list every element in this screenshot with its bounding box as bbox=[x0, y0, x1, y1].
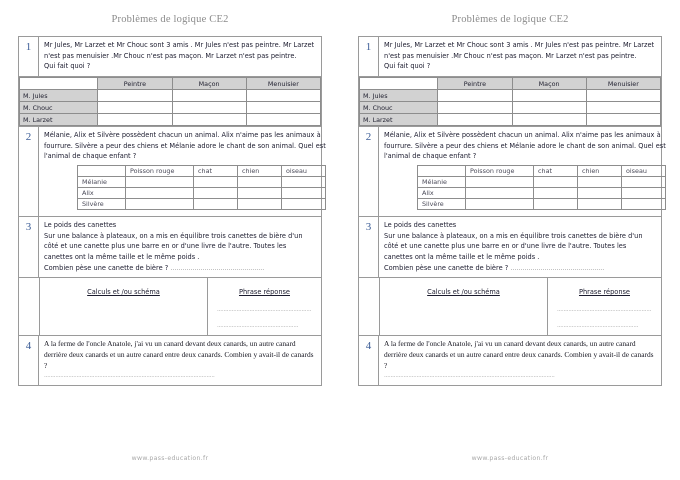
exercise-1-table-row bbox=[359, 77, 661, 127]
exercise-frame bbox=[358, 36, 666, 386]
answer-cell[interactable] bbox=[466, 199, 534, 210]
exercise-2-body bbox=[39, 127, 331, 216]
work-band bbox=[19, 278, 321, 336]
exercise-3-heading: Le poids des canettes bbox=[384, 221, 457, 230]
exercise-1-statement: Mr Jules, Mr Larzet et Mr Chouc sont 3 amis . Mr Jules n'est pas peintre. Mr Larzet n'est pas menuisier .Mr Chouc n'est pas maçon. Mr Larzet n'est pas peintre. bbox=[384, 41, 655, 60]
answer-cell[interactable] bbox=[438, 114, 512, 126]
exercise-3 bbox=[359, 217, 661, 278]
table-row bbox=[20, 90, 321, 102]
table-corner-cell bbox=[418, 166, 466, 177]
exercise-1-body bbox=[39, 37, 321, 76]
exercise-2-body bbox=[379, 127, 671, 216]
exercise-4 bbox=[19, 336, 321, 384]
exercise-2-table-wrap bbox=[384, 162, 666, 212]
work-band-columns bbox=[380, 278, 661, 335]
exercise-1-table[interactable] bbox=[19, 77, 321, 126]
answer-cell[interactable] bbox=[98, 102, 172, 114]
answer-cell[interactable] bbox=[512, 102, 586, 114]
answer-cell[interactable] bbox=[238, 188, 282, 199]
table-col-macon: Maçon bbox=[512, 78, 586, 90]
table-row bbox=[78, 199, 326, 210]
table-row-jules: M. Jules bbox=[20, 90, 98, 102]
answer-cell[interactable] bbox=[246, 102, 320, 114]
answer-cell[interactable] bbox=[126, 177, 194, 188]
table-corner-cell bbox=[78, 166, 126, 177]
exercise-number-2: 2 bbox=[19, 127, 39, 216]
exercise-1 bbox=[19, 37, 321, 77]
table-row bbox=[360, 90, 661, 102]
page-title: Problèmes de logique CE2 bbox=[451, 14, 569, 25]
answer-cell[interactable] bbox=[246, 114, 320, 126]
phrase-reponse-line-2[interactable]: .................................................. bbox=[557, 321, 639, 329]
table-row bbox=[78, 188, 326, 199]
table-col-poisson-rouge: Poisson rouge bbox=[466, 166, 534, 177]
table-row-larzet: M. Larzet bbox=[20, 114, 98, 126]
phrase-reponse-area[interactable] bbox=[208, 278, 321, 335]
table-col-oiseau: oiseau bbox=[622, 166, 666, 177]
table-col-chat: chat bbox=[194, 166, 238, 177]
answer-cell[interactable] bbox=[512, 114, 586, 126]
exercise-3-answer-dots[interactable]: ............................................... bbox=[170, 263, 265, 272]
answer-cell[interactable] bbox=[586, 102, 660, 114]
exercise-number-3: 3 bbox=[19, 217, 39, 277]
exercise-number-1: 1 bbox=[19, 37, 39, 76]
phrase-reponse-lines bbox=[548, 299, 661, 330]
answer-cell[interactable] bbox=[126, 199, 194, 210]
exercise-1-table[interactable] bbox=[359, 77, 661, 126]
exercise-2-table-wrap bbox=[44, 162, 326, 212]
table-row bbox=[360, 114, 661, 126]
answer-cell[interactable] bbox=[578, 177, 622, 188]
exercise-number-4: 4 bbox=[19, 336, 39, 384]
answer-cell[interactable] bbox=[466, 188, 534, 199]
table-row-alix: Alix bbox=[78, 188, 126, 199]
table-corner-cell bbox=[20, 78, 98, 90]
answer-cell[interactable] bbox=[586, 90, 660, 102]
exercise-4-statement: A la ferme de l'oncle Anatole, j'ai vu un canard devant deux canards, un autre canard derrière deux canards et un autre canard entre deux canards. Combien y avait-il de canards ? bbox=[384, 339, 654, 371]
table-header-row bbox=[20, 78, 321, 90]
table-col-chien: chien bbox=[238, 166, 282, 177]
work-band-gutter bbox=[359, 278, 380, 335]
work-band-gutter bbox=[19, 278, 40, 335]
exercise-3-question: Combien pèse une canette de bière ? bbox=[384, 263, 509, 272]
table-col-oiseau: oiseau bbox=[282, 166, 326, 177]
exercise-3-question: Combien pèse une canette de bière ? bbox=[44, 263, 169, 272]
table-corner-cell bbox=[360, 78, 438, 90]
exercise-4-answer-line[interactable]: ......................................................................................................... bbox=[44, 372, 215, 380]
table-col-poisson-rouge: Poisson rouge bbox=[126, 166, 194, 177]
phrase-reponse-label: Phrase réponse bbox=[578, 288, 630, 297]
worksheet-panel-right bbox=[340, 0, 680, 480]
exercise-1-body bbox=[379, 37, 661, 76]
exercise-3-statement: Sur une balance à plateaux, on a mis en équilibre trois canettes de bière d'un côté et une canette plus une barre en or d'une livre de l'autre. Toutes les canettes ont la même taille et le même poids . bbox=[44, 231, 303, 262]
table-col-peintre: Peintre bbox=[438, 78, 512, 90]
table-col-peintre: Peintre bbox=[98, 78, 172, 90]
phrase-reponse-line-1[interactable]: .......................................................... bbox=[557, 306, 652, 314]
table-header-row bbox=[78, 166, 326, 177]
table-row bbox=[360, 102, 661, 114]
table-col-chien: chien bbox=[578, 166, 622, 177]
calculs-label: Calculs et /ou schéma bbox=[427, 288, 500, 297]
phrase-reponse-label: Phrase réponse bbox=[238, 288, 290, 297]
exercise-3-statement: Sur une balance à plateaux, on a mis en équilibre trois canettes de bière d'un côté et une canette plus une barre en or d'une livre de l'autre. Toutes les canettes ont la même taille et le même poids . bbox=[384, 231, 643, 262]
exercise-1-question: Qui fait quoi ? bbox=[384, 62, 431, 71]
table-row-silvere: Silvère bbox=[78, 199, 126, 210]
answer-cell[interactable] bbox=[172, 102, 246, 114]
table-col-menuisier: Menuisier bbox=[586, 78, 660, 90]
page-title: Problèmes de logique CE2 bbox=[111, 14, 229, 25]
answer-cell[interactable] bbox=[438, 102, 512, 114]
answer-cell[interactable] bbox=[622, 177, 666, 188]
exercise-frame bbox=[18, 36, 326, 386]
phrase-reponse-area[interactable] bbox=[548, 278, 661, 335]
exercise-number-4: 4 bbox=[359, 336, 379, 384]
footer-url: www.pass-education.fr bbox=[471, 455, 549, 462]
exercise-4-body bbox=[379, 336, 661, 384]
exercise-2-table[interactable] bbox=[417, 165, 666, 210]
answer-cell[interactable] bbox=[512, 90, 586, 102]
table-row-melanie: Mélanie bbox=[418, 177, 466, 188]
table-row bbox=[20, 102, 321, 114]
table-col-chat: chat bbox=[534, 166, 578, 177]
exercise-3-body bbox=[379, 217, 661, 277]
exercise-2-statement: Mélanie, Alix et Silvère possèdent chacun un animal. Alix n'aime pas les animaux à fourrure. Silvère a peur des chiens et Mélanie adore le chant de son animal. Quel est l'animal de chaque enfant ? bbox=[384, 131, 666, 161]
exercise-3-heading: Le poids des canettes bbox=[44, 221, 117, 230]
exercise-2 bbox=[359, 127, 666, 217]
answer-cell[interactable] bbox=[194, 177, 238, 188]
table-col-macon: Maçon bbox=[172, 78, 246, 90]
answer-cell[interactable] bbox=[622, 199, 666, 210]
answer-cell[interactable] bbox=[282, 177, 326, 188]
exercise-number-2: 2 bbox=[359, 127, 379, 216]
exercise-2 bbox=[19, 127, 326, 217]
calculs-label: Calculs et /ou schéma bbox=[87, 288, 160, 297]
exercise-2-table[interactable] bbox=[77, 165, 326, 210]
answer-cell[interactable] bbox=[282, 199, 326, 210]
table-row-jules: M. Jules bbox=[360, 90, 438, 102]
exercise-1-statement: Mr Jules, Mr Larzet et Mr Chouc sont 3 amis . Mr Jules n'est pas peintre. Mr Larzet n'est pas menuisier .Mr Chouc n'est pas maçon. Mr Larzet n'est pas peintre. bbox=[44, 41, 315, 60]
work-band bbox=[359, 278, 661, 336]
work-band-columns bbox=[40, 278, 321, 335]
exercise-2-statement: Mélanie, Alix et Silvère possèdent chacun un animal. Alix n'aime pas les animaux à fourrure. Silvère a peur des chiens et Mélanie adore le chant de son animal. Quel est l'animal de chaque enfant ? bbox=[44, 131, 326, 161]
exercise-1 bbox=[359, 37, 661, 77]
answer-cell[interactable] bbox=[586, 114, 660, 126]
calculs-area[interactable] bbox=[40, 278, 208, 335]
exercise-3-question-line bbox=[384, 263, 656, 274]
answer-cell[interactable] bbox=[98, 90, 172, 102]
table-row bbox=[418, 177, 666, 188]
exercise-4-statement: A la ferme de l'oncle Anatole, j'ai vu un canard devant deux canards, un autre canard derrière deux canards et un autre canard entre deux canards. Combien y avait-il de canards ? bbox=[44, 339, 314, 371]
answer-cell[interactable] bbox=[534, 177, 578, 188]
exercise-3 bbox=[19, 217, 321, 278]
answer-cell[interactable] bbox=[172, 114, 246, 126]
answer-cell[interactable] bbox=[238, 177, 282, 188]
table-row bbox=[20, 114, 321, 126]
exercise-4 bbox=[359, 336, 661, 384]
answer-cell[interactable] bbox=[578, 199, 622, 210]
exercise-3-body bbox=[39, 217, 321, 277]
answer-cell[interactable] bbox=[238, 199, 282, 210]
exercise-4-answer-line[interactable]: ......................................................................................................... bbox=[384, 372, 555, 380]
calculs-area[interactable] bbox=[380, 278, 548, 335]
answer-cell[interactable] bbox=[98, 114, 172, 126]
table-row-silvere: Silvère bbox=[418, 199, 466, 210]
exercise-number-1: 1 bbox=[359, 37, 379, 76]
answer-cell[interactable] bbox=[578, 188, 622, 199]
table-row-alix: Alix bbox=[418, 188, 466, 199]
answer-cell[interactable] bbox=[172, 90, 246, 102]
answer-cell[interactable] bbox=[194, 199, 238, 210]
footer-url: www.pass-education.fr bbox=[131, 455, 209, 462]
table-row-larzet: M. Larzet bbox=[360, 114, 438, 126]
phrase-reponse-line-1[interactable]: .......................................................... bbox=[217, 306, 312, 314]
exercise-number-3: 3 bbox=[359, 217, 379, 277]
exercise-3-answer-dots[interactable]: ............................................... bbox=[510, 263, 605, 272]
table-row bbox=[78, 177, 326, 188]
answer-cell[interactable] bbox=[246, 90, 320, 102]
answer-cell[interactable] bbox=[466, 177, 534, 188]
answer-cell[interactable] bbox=[282, 188, 326, 199]
exercise-1-question: Qui fait quoi ? bbox=[44, 62, 91, 71]
table-row bbox=[418, 188, 666, 199]
table-col-menuisier: Menuisier bbox=[246, 78, 320, 90]
table-header-row bbox=[360, 78, 661, 90]
exercise-4-body bbox=[39, 336, 321, 384]
table-row bbox=[418, 199, 666, 210]
answer-cell[interactable] bbox=[534, 188, 578, 199]
phrase-reponse-line-2[interactable]: .................................................. bbox=[217, 321, 299, 329]
answer-cell[interactable] bbox=[438, 90, 512, 102]
answer-cell[interactable] bbox=[534, 199, 578, 210]
answer-cell[interactable] bbox=[126, 188, 194, 199]
exercise-3-question-line bbox=[44, 263, 316, 274]
table-row-chouc: M. Chouc bbox=[360, 102, 438, 114]
phrase-reponse-lines bbox=[208, 299, 321, 330]
table-row-melanie: Mélanie bbox=[78, 177, 126, 188]
answer-cell[interactable] bbox=[622, 188, 666, 199]
table-header-row bbox=[418, 166, 666, 177]
answer-cell[interactable] bbox=[194, 188, 238, 199]
exercise-1-table-row bbox=[19, 77, 321, 127]
table-row-chouc: M. Chouc bbox=[20, 102, 98, 114]
